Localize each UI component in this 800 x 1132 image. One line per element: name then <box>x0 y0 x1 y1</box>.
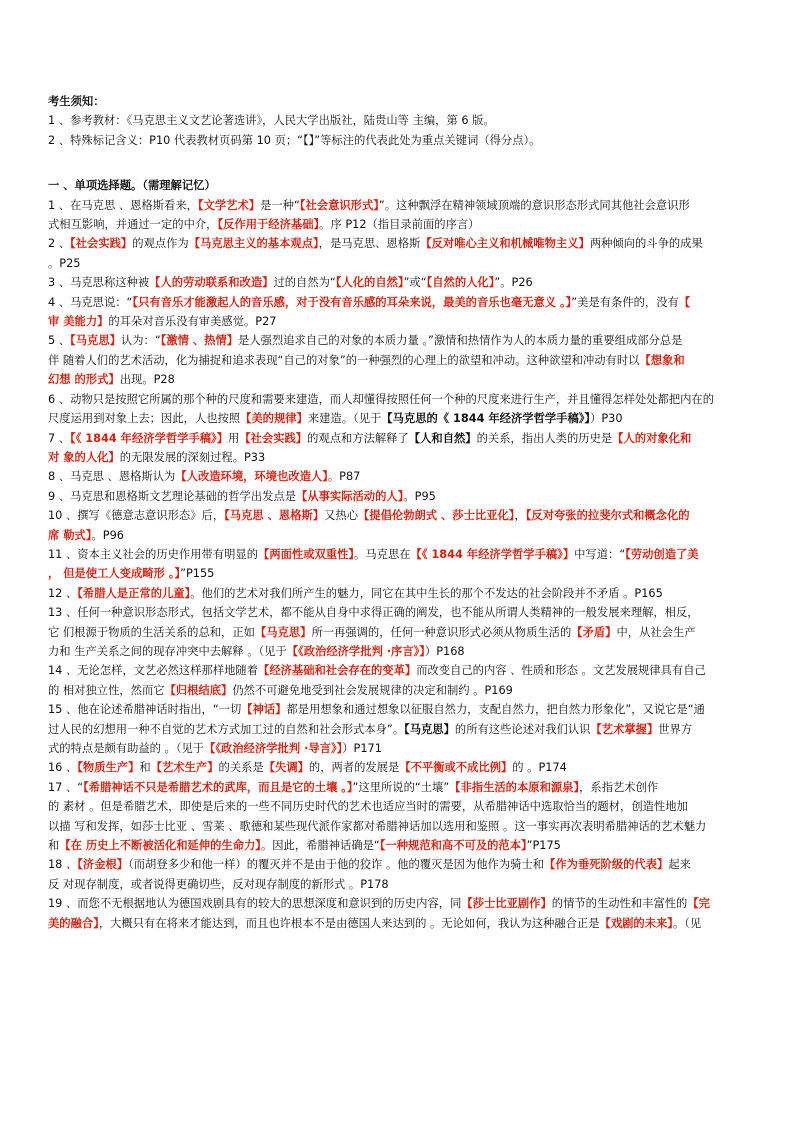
keyword-highlight: 【人化的自然】 <box>335 276 404 290</box>
keyword-highlight: 【社会实践】 <box>70 237 133 251</box>
keyword-highlight: 【矛盾】 <box>571 625 617 639</box>
text-segment: 6 、动物只是按照它所属的那个种的尺度和需要来建造，而人却懂得按照任何一个种的尺度来进行生产，并且懂得怎样处处都把内在的 <box>48 392 715 406</box>
question-line <box>48 196 760 215</box>
text-segment: ）P168 <box>424 644 465 658</box>
keyword-highlight: 【人的对象化和 <box>612 431 692 445</box>
text-segment: 的关系是 <box>218 761 264 775</box>
text-segment: 中写道：“ <box>574 547 626 561</box>
keyword-highlight: 【戏剧的未来】 <box>599 916 673 930</box>
question-line <box>48 739 760 758</box>
question-line <box>48 778 760 797</box>
text-segment: 而改变自己的内容 、性质和形态 。文艺发展规律具有自己 <box>416 664 706 678</box>
question-line <box>48 526 760 545</box>
keyword-highlight: 【《政治经济学批判 ·导言》】 <box>204 742 343 755</box>
text-segment: 力和 生产关系之间的现存冲突中去解释 。（见于 <box>48 644 287 658</box>
question-line <box>48 487 760 506</box>
text-segment: 式的特点是颇有助益的 。（见于 <box>48 742 205 755</box>
text-segment: 式相互影响，并通过一定的中介， <box>48 218 218 232</box>
text-segment: 认为：“ <box>120 334 161 348</box>
question-line <box>48 584 760 603</box>
text-segment: 。序 P12（指目录前面的序言） <box>319 218 480 232</box>
question-line <box>48 836 760 855</box>
text-segment: 3 、马克思称这种被 <box>48 276 150 290</box>
question-line <box>48 817 760 836</box>
document-page <box>48 92 760 933</box>
text-segment: 7 、 <box>48 431 71 445</box>
text-segment: 1 、在马克思 、恩格斯看来， <box>48 198 198 212</box>
keyword-highlight: 【作为垂死阶级的代表】 <box>544 858 669 872</box>
text-segment: 15 、他在论述希腊神话时指出，“一切 <box>48 703 242 717</box>
text-segment: ”。这种飘浮在精神领域顶端的意识形态形式同其他社会意识形 <box>378 198 690 212</box>
text-segment: 11 、资本主义社会的历史作用带有明显的 <box>48 547 259 561</box>
keyword-highlight: 【只有音乐才能激起人的音乐感，对于没有音乐感的耳朵来说，最美的音乐也毫无意义 。】 <box>132 295 572 309</box>
keyword-highlight: 【马克思主义的基本观点】 <box>188 237 319 251</box>
text-segment: 的，两者的发展是 <box>308 761 400 775</box>
text-segment: （而胡登多少和他一样）的覆灭并不是由于他的狡诈 。他的覆灭是因为他作为骑士和 <box>128 858 545 872</box>
text-segment: 反 对现存制度，或者说得更确切些，反对现存制度的新形式 。P178 <box>48 877 389 891</box>
text-segment: 用 <box>228 431 240 445</box>
text-segment: 两种倾向的斗争的成果 <box>589 237 703 251</box>
text-segment: 的 素材 。但是希腊艺术，即使是后来的一些不同历史时代的艺术也适应当时的需要，从希腊神话中选取恰当的题材，创造性地加 <box>48 800 688 814</box>
section-title: 一 、单项选择题。（需理解记忆） <box>48 179 216 193</box>
keyword-highlight: 【失调】 <box>263 761 309 775</box>
question-line <box>48 894 760 913</box>
text-segment: 尺度运用到对象上去；因此，人也按照 <box>48 412 241 426</box>
text-segment: 的情节的生动性和丰富性的 <box>551 897 688 911</box>
keyword-highlight: 【经济基础和社会存在的变革】 <box>258 664 417 678</box>
text-segment: 的观点作为 <box>132 237 189 251</box>
text-segment: 的耳朵对音乐没有审美感觉。P27 <box>108 315 277 329</box>
question-line <box>48 448 760 467</box>
text-segment: 又热心 <box>324 509 358 523</box>
question-line <box>48 720 760 739</box>
text-segment: 16 、 <box>48 761 78 775</box>
text-segment: 。P25 <box>48 256 81 270</box>
text-segment: 过人民的幻想用一种不自觉的艺术方式加工过的自然和社会形式本身”。 <box>48 722 405 736</box>
question-line <box>48 603 760 622</box>
text-segment: 都是用想象和通过想象以征服自然力，支配自然力，把自然力形象化”，又说它是“通 <box>286 703 705 717</box>
keyword-highlight: ， 但是使工人变成畸形 。】 <box>48 567 181 581</box>
text-segment: ”P155 <box>180 567 215 581</box>
text-segment: 是人强烈追求自己的对象的本质力量 。”激情和热情作为人的本质力量的重要组成部分总是 <box>238 334 683 348</box>
question-line <box>48 254 760 273</box>
text-segment: 的所有这些论述对我们认识 <box>454 722 591 736</box>
text-segment: 的 相对独立性，然而它 <box>48 683 165 697</box>
keyword-highlight: 【不平衡或不成比例】 <box>399 761 513 775</box>
question-line <box>48 331 760 350</box>
keyword-highlight: 【艺术生产】 <box>150 761 219 775</box>
question-line <box>48 681 760 700</box>
question-line <box>48 351 760 370</box>
notice-line-1: 1 、参考教材：《马克思主义文艺论著选讲》，人民大学出版社，陆贵山等 主编，第 6 版。 <box>48 114 495 128</box>
text-segment: 8 、马克思 、恩格斯认为 <box>48 470 176 484</box>
keyword-highlight: 【激情 、热情】 <box>160 334 239 348</box>
text-segment: 出现。P28 <box>119 373 175 387</box>
keyword-highlight: 【《政治经济学批判 ·序言》】 <box>286 644 425 658</box>
text-segment: 。（见 <box>672 916 702 930</box>
question-line <box>48 875 760 894</box>
text-segment: 。马克思在 <box>354 547 411 561</box>
keyword-highlight: 【两面性或双重性】 <box>258 547 355 561</box>
notice-line-2: 2 、特殊标记含义：P10 代表教材页码第 10 页；“【】”等标注的代表此处为重点关键词（得分点）。 <box>48 133 541 147</box>
keyword-highlight: 【《 1844 年经济学哲学手稿》】 <box>410 547 575 561</box>
question-line <box>48 623 760 642</box>
question-line <box>48 293 760 312</box>
text-segment: 是一种“ <box>260 198 300 212</box>
text-segment: 18 、 <box>48 858 78 872</box>
question-line <box>48 642 760 661</box>
keyword-highlight: 【完 <box>687 897 710 911</box>
keyword-highlight: 【社会实践】 <box>239 431 308 445</box>
text-segment: 2 、 <box>48 237 71 251</box>
text-segment: 来建造。（见于 <box>307 412 382 426</box>
text-segment: 的观点和方法解释了 <box>307 431 409 445</box>
text-segment: 13 、任何一种意识形态形式，包括文学艺术，都不能从自身中求得正确的阐发，也不能从所谓人类精神的一般发展来理解，相反， <box>48 606 699 620</box>
text-segment: 伴 随着人们的艺术活动，化为捕捉和追求表现“自己的对象”的一种强烈的心理上的欲望和冲动。这种欲望和冲动有时以 <box>48 353 640 367</box>
text-segment: 和 <box>48 839 60 853</box>
keyword-highlight: 【反对夸张的拉斐尔式和概念化的 <box>525 509 690 523</box>
text-segment: 17 、“ <box>48 780 84 794</box>
text-segment: ，是马克思、恩格斯 <box>318 237 421 251</box>
notice-title: 考生须知： <box>48 95 105 108</box>
question-line <box>48 273 760 292</box>
keyword-highlight: 【希腊神话不只是希腊艺术的武库，而且是它的土壤 。】 <box>83 780 353 794</box>
question-line <box>48 564 760 583</box>
keyword-highlight: 【马克思】 <box>254 625 312 639</box>
text-segment: 所一再强调的，任何一种意识形式必须从物质生活的 <box>311 625 572 639</box>
keyword-highlight: 对 象的人化】 <box>48 450 120 464</box>
text-segment: 。因此，希腊神话确是“ <box>260 839 380 853</box>
keyword-highlight: 美的融合】 <box>48 916 99 930</box>
question-line <box>48 467 760 486</box>
questions-body <box>48 196 760 933</box>
keyword-highlight: 【劳动创造了美 <box>625 547 699 561</box>
question-line <box>48 370 760 389</box>
question-line <box>48 661 760 680</box>
text-segment: ”。P26 <box>494 276 533 290</box>
text-segment: ”美是有条件的，没有 <box>571 295 679 309</box>
text-segment: 中，从社会生产 <box>616 625 696 639</box>
text-segment: 4 、马克思说：“ <box>48 295 133 309</box>
text-segment: 。P87 <box>327 470 361 484</box>
keyword-highlight: 【一种规范和高不可及的范本】 <box>379 839 527 853</box>
text-segment: 仍然不可避免地受到社会发展规律的决定和制约 。P169 <box>232 683 513 697</box>
question-line <box>48 758 760 777</box>
keyword-highlight: 【文学艺术】 <box>197 198 261 212</box>
keyword-highlight: 【社会意识形式】 <box>299 198 379 212</box>
text-segment: 。P95 <box>403 489 436 503</box>
text-segment: 世界方 <box>658 722 693 736</box>
text-segment: 的无限发展的深刻过程。P33 <box>119 450 266 464</box>
keyword-highlight: 【 <box>678 295 691 309</box>
question-line <box>48 429 760 448</box>
text-segment: 12 、 <box>48 586 78 600</box>
text-segment: ”P175 <box>526 839 561 853</box>
keyword-highlight: 【人改造环境，环境也改造人】 <box>175 470 328 484</box>
text-segment: 过的自然为“ <box>273 276 336 290</box>
text-segment: ）P30 <box>590 412 623 426</box>
keyword-highlight: 【马克思 、恩格斯】 <box>224 509 325 523</box>
question-line <box>48 855 760 874</box>
text-segment: ，系指艺术创作 <box>579 780 659 794</box>
text-segment: 。他们的艺术对我们所产生的魅力，同它在其中生长的那个不发达的社会阶段并不矛盾 。P165 <box>190 586 663 600</box>
question-line <box>48 914 760 933</box>
text-segment: 和 <box>139 761 151 775</box>
text-segment: 起来 <box>668 858 691 872</box>
keyword-highlight: 【在 历史上不断被活化和延伸的生命力】 <box>59 839 261 853</box>
keyword-highlight: 【神话】 <box>241 703 287 717</box>
keyword-highlight: 【艺术掌握】 <box>590 722 659 736</box>
keyword-highlight: 【马克思】 <box>70 334 121 348</box>
keyword-bold: 【马克思】 <box>404 722 455 736</box>
text-segment: 的 。P174 <box>512 761 567 775</box>
keyword-highlight: 【美的规律】 <box>240 412 308 426</box>
question-line <box>48 215 760 234</box>
text-segment: 14 、无论怎样，文艺必然这样那样地随着 <box>48 664 259 678</box>
text-segment: 它 们根源于物质的生活关系的总和，正如 <box>48 625 255 639</box>
text-segment: ，大概只有在将来才能达到，而且也许根本不是由德国人来达到的 。无论如何，我认为这种融合正是 <box>98 916 600 930</box>
question-line <box>48 797 760 816</box>
keyword-highlight: 【莎士比亚剧作】 <box>461 897 552 911</box>
text-segment: 。P96 <box>91 528 124 542</box>
keyword-highlight: 幻想 的形式】 <box>48 373 120 387</box>
keyword-highlight: 【济金根】 <box>77 858 129 872</box>
text-segment: ”或“ <box>403 276 427 290</box>
text-segment: ”这里所说的“土壤” <box>352 780 450 794</box>
text-segment: 5 、 <box>48 334 71 348</box>
keyword-bold: 【人和自然】 <box>408 431 477 445</box>
question-line <box>48 312 760 331</box>
keyword-highlight: 【希腊人是正常的儿童】 <box>77 586 191 600</box>
keyword-highlight: 【物质生产】 <box>77 761 140 775</box>
text-segment: 的关系，指出人类的历史是 <box>476 431 613 445</box>
keyword-highlight: 【自然的人化】 <box>426 276 495 290</box>
question-line <box>48 234 760 253</box>
keyword-highlight: 【反对唯心主义和机械唯物主义】 <box>420 237 590 251</box>
question-line <box>48 545 760 564</box>
keyword-highlight: 席 勒式】 <box>48 528 92 542</box>
keyword-highlight: 【想象和 <box>639 353 685 367</box>
text-segment: 10 、撰写《德意志意识形态》后， <box>48 509 225 523</box>
text-segment: 19 、而您不无根据地认为德国戏剧具有的较大的思想深度和意识到的历史内容，同 <box>48 897 462 911</box>
question-line <box>48 390 760 409</box>
text-segment: 9 、马克思和恩格斯文艺理论基础的哲学出发点是 <box>48 489 297 503</box>
question-line <box>48 409 760 428</box>
keyword-bold: 【马克思的《 1844 年经济学哲学手稿》】 <box>381 412 591 426</box>
text-segment: ）P171 <box>342 742 382 755</box>
question-line <box>48 506 760 525</box>
keyword-highlight: 【人的劳动联系和改造】 <box>149 276 274 290</box>
keyword-highlight: 【《 1844 年经济学哲学手稿》】 <box>70 431 228 445</box>
text-segment: ， <box>514 509 526 523</box>
keyword-highlight: 【反作用于经济基础】 <box>217 218 320 232</box>
text-segment: 以描 写和发挥，如莎士比亚 、雪莱 、歌德和某些现代派作家都对希腊神话加以选用和鉴照 。这一事实再次表明希腊神话的艺术魅力 <box>48 819 707 833</box>
keyword-highlight: 审 美能力】 <box>48 315 109 329</box>
keyword-highlight: 【提倡伦勃朗式 、莎士比亚化】 <box>358 509 515 523</box>
keyword-highlight: 【归根结底】 <box>164 683 233 697</box>
keyword-highlight: 【非指生活的本原和源泉】 <box>449 780 580 794</box>
keyword-highlight: 【从事实际活动的人】 <box>296 489 404 503</box>
question-line <box>48 700 760 719</box>
